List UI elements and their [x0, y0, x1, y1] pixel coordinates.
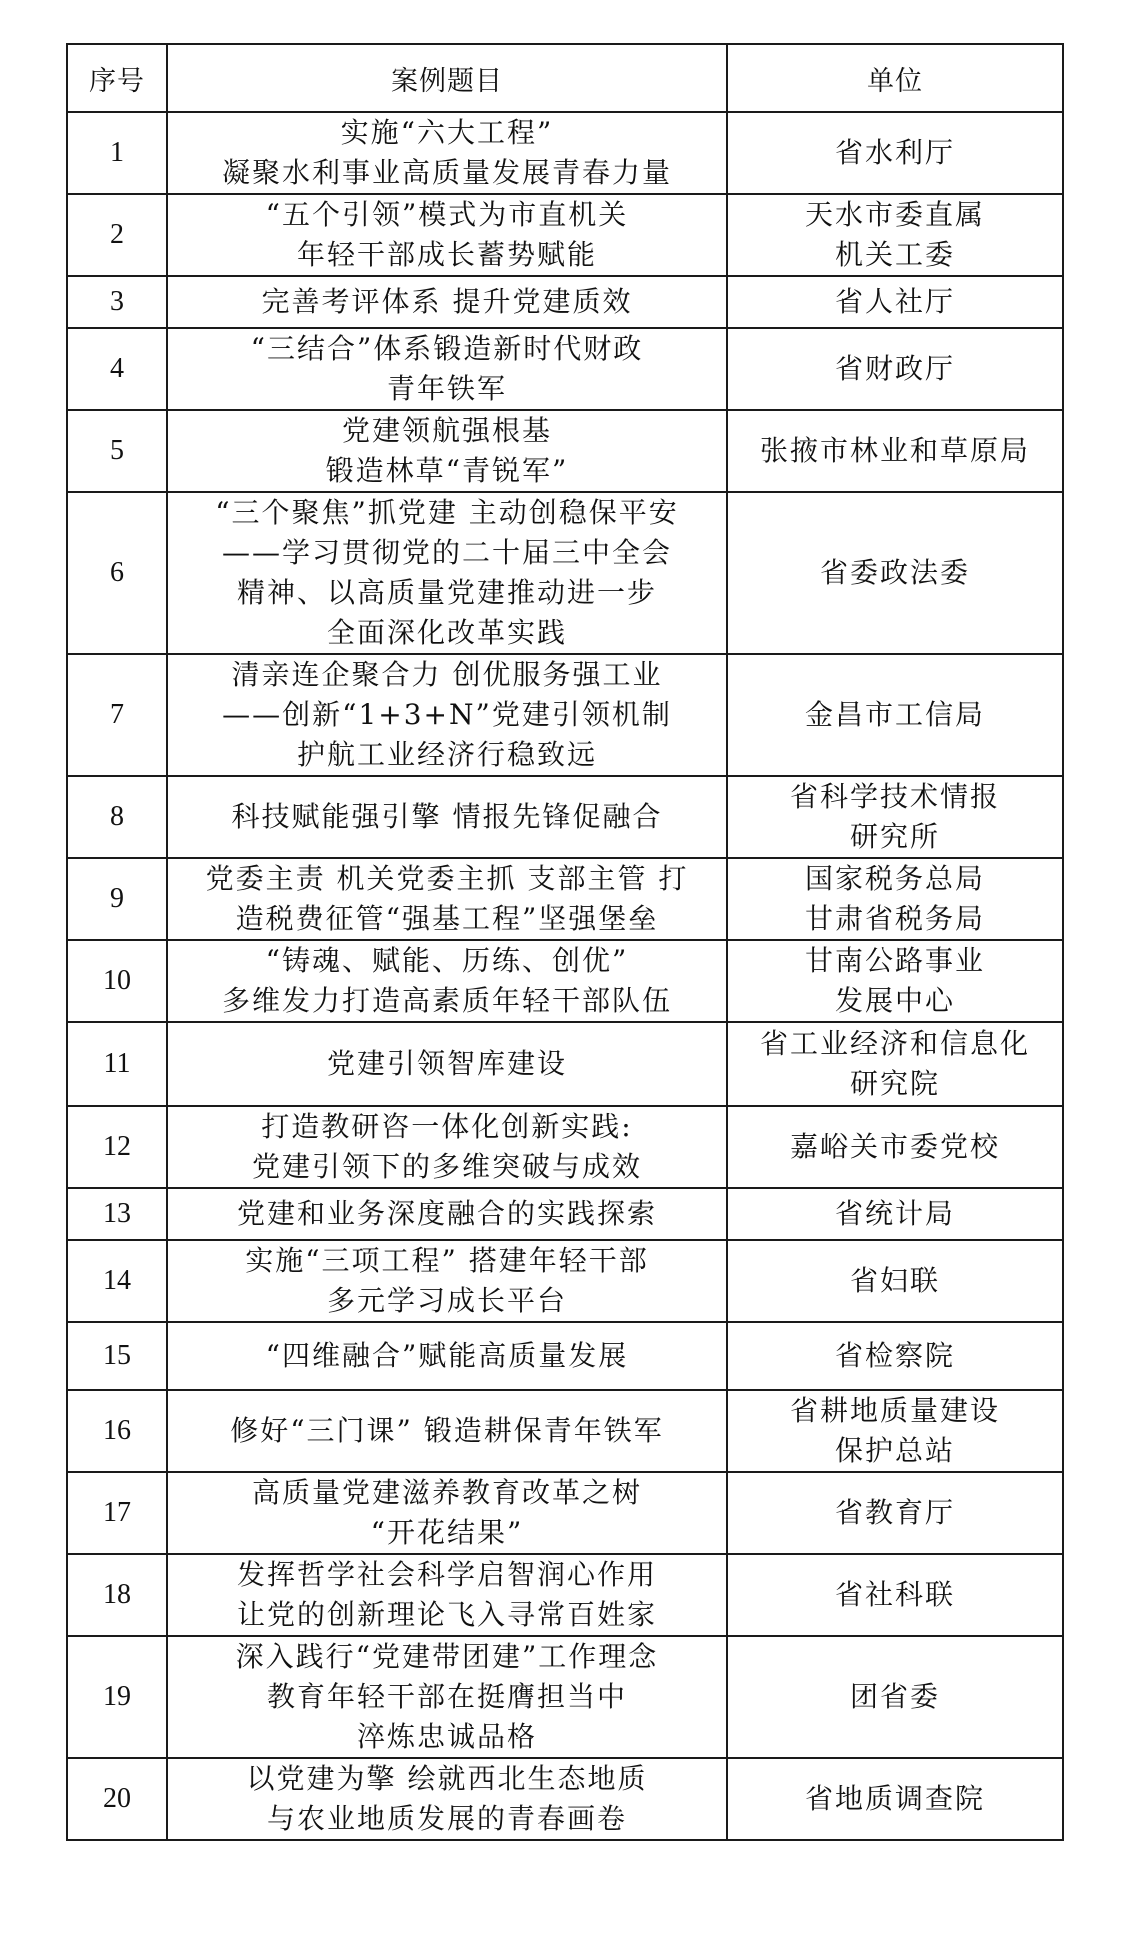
case-title-line: 打造教研咨一体化创新实践:: [261, 1110, 633, 1143]
unit-line: 省地质调查院: [804, 1782, 985, 1815]
unit-cell: [727, 1188, 1063, 1240]
table-row: [67, 1554, 1063, 1636]
unit-cell: [727, 1554, 1063, 1636]
unit-cell: [727, 328, 1063, 410]
case-title-line: ——学习贯彻党的二十届三中全会: [221, 536, 672, 569]
unit-cell: [727, 492, 1063, 654]
case-title-cell: [167, 940, 727, 1022]
unit-cell: [727, 858, 1063, 940]
unit-line: 机关工委: [834, 238, 955, 271]
row-number: 17: [67, 1472, 167, 1554]
row-number: 15: [67, 1322, 167, 1390]
unit-line: 省委政法委: [819, 556, 970, 589]
row-number: 19: [67, 1636, 167, 1758]
case-title-line: 深入践行“党建带团建”工作理念: [235, 1640, 659, 1673]
unit-line: 省工业经济和信息化: [759, 1027, 1030, 1060]
table-row: [67, 492, 1063, 654]
row-number: 13: [67, 1188, 167, 1240]
case-title-line: 党建和业务深度融合的实践探索: [236, 1197, 657, 1230]
unit-line: 省人社厅: [834, 285, 955, 318]
case-title-line: 造税费征管“强基工程”坚强堡垒: [235, 902, 659, 935]
unit-cell: [727, 276, 1063, 328]
row-number: 5: [67, 410, 167, 492]
row-number: 9: [67, 858, 167, 940]
row-number: 2: [67, 194, 167, 276]
table-row: [67, 776, 1063, 858]
unit-cell: [727, 1472, 1063, 1554]
unit-cell: [727, 112, 1063, 194]
unit-cell: [727, 1322, 1063, 1390]
unit-cell: [727, 654, 1063, 776]
header-title: 案例题目: [167, 44, 727, 112]
case-title-line: 全面深化改革实践: [326, 616, 567, 649]
unit-line: 研究所: [849, 820, 940, 853]
case-title-cell: [167, 1636, 727, 1758]
case-title-cell: [167, 1240, 727, 1322]
case-table: [66, 43, 1064, 1841]
unit-line: 发展中心: [834, 984, 955, 1017]
case-title-line: 凝聚水利事业高质量发展青春力量: [221, 156, 672, 189]
unit-cell: [727, 1636, 1063, 1758]
unit-line: 研究院: [849, 1067, 940, 1100]
case-title-line: 与农业地质发展的青春画卷: [266, 1802, 627, 1835]
row-number: 20: [67, 1758, 167, 1840]
case-title-line: “四维融合”赋能高质量发展: [265, 1339, 629, 1372]
case-title-line: 发挥哲学社会科学启智润心作用: [236, 1558, 657, 1591]
case-title-line: 年轻干部成长蓄势赋能: [296, 238, 597, 271]
case-title-line: “开花结果”: [370, 1516, 524, 1549]
table-row: [67, 940, 1063, 1022]
table-row: [67, 1188, 1063, 1240]
case-title-line: “三个聚焦”抓党建 主动创稳保平安: [215, 496, 679, 529]
unit-cell: [727, 194, 1063, 276]
case-title-line: 党建引领下的多维突破与成效: [251, 1150, 642, 1183]
header-row: [67, 44, 1063, 112]
case-title-cell: [167, 1390, 727, 1472]
case-title-cell: [167, 328, 727, 410]
case-title-line: 党建领航强根基: [341, 414, 552, 447]
unit-line: 团省委: [849, 1680, 940, 1713]
table-row: [67, 1636, 1063, 1758]
unit-cell: [727, 1758, 1063, 1840]
table-row: [67, 194, 1063, 276]
case-title-line: 淬炼忠诚品格: [356, 1720, 537, 1753]
unit-line: 甘肃省税务局: [804, 902, 985, 935]
case-title-cell: [167, 410, 727, 492]
table-row: [67, 1390, 1063, 1472]
row-number: 18: [67, 1554, 167, 1636]
case-title-line: “铸魂、赋能、历练、创优”: [265, 944, 629, 977]
case-title-line: “三结合”体系锻造新时代财政: [250, 332, 644, 365]
unit-line: 天水市委直属: [804, 198, 985, 231]
unit-line: 省水利厅: [834, 136, 955, 169]
table-row: [67, 328, 1063, 410]
unit-line: 省财政厅: [834, 352, 955, 385]
table-row: [67, 1106, 1063, 1188]
case-title-line: 科技赋能强引擎 情报先锋促融合: [231, 800, 663, 833]
case-title-cell: [167, 858, 727, 940]
row-number: 11: [67, 1022, 167, 1106]
case-title-line: 党建引领智库建设: [326, 1047, 567, 1080]
unit-line: 省科学技术情报: [789, 780, 1000, 813]
unit-cell: [727, 776, 1063, 858]
row-number: 12: [67, 1106, 167, 1188]
case-title-line: 教育年轻干部在挺膺担当中: [266, 1680, 627, 1713]
case-title-line: 多维发力打造高素质年轻干部队伍: [221, 984, 672, 1017]
row-number: 8: [67, 776, 167, 858]
unit-cell: [727, 1390, 1063, 1472]
row-number: 16: [67, 1390, 167, 1472]
unit-line: 省妇联: [849, 1264, 940, 1297]
unit-cell: [727, 1240, 1063, 1322]
unit-line: 保护总站: [834, 1434, 955, 1467]
table-row: [67, 654, 1063, 776]
case-title-line: ——创新“1+3+N”党建引领机制: [222, 698, 672, 731]
header-no: 序号: [67, 44, 167, 112]
unit-line: 省耕地质量建设: [789, 1394, 1000, 1427]
case-title-cell: [167, 1554, 727, 1636]
unit-cell: [727, 1022, 1063, 1106]
case-title-cell: [167, 1758, 727, 1840]
case-title-cell: [167, 492, 727, 654]
row-number: 7: [67, 654, 167, 776]
row-number: 10: [67, 940, 167, 1022]
row-number: 14: [67, 1240, 167, 1322]
row-number: 3: [67, 276, 167, 328]
table-row: [67, 112, 1063, 194]
case-title-cell: [167, 1106, 727, 1188]
table-row: [67, 858, 1063, 940]
case-title-line: 党委主责 机关党委主抓 支部主管 打: [205, 862, 689, 895]
case-title-line: 清亲连企聚合力 创优服务强工业: [231, 658, 663, 691]
case-title-line: 完善考评体系 提升党建质效: [261, 285, 633, 318]
table-row: [67, 1322, 1063, 1390]
table-row: [67, 1240, 1063, 1322]
case-title-cell: [167, 776, 727, 858]
unit-line: 省社科联: [834, 1578, 955, 1611]
unit-line: 省统计局: [834, 1197, 955, 1230]
case-title-cell: [167, 112, 727, 194]
unit-line: 甘南公路事业: [804, 944, 985, 977]
unit-cell: [727, 410, 1063, 492]
case-title-cell: [167, 1188, 727, 1240]
case-title-cell: [167, 194, 727, 276]
table-row: [67, 276, 1063, 328]
row-number: 1: [67, 112, 167, 194]
row-number: 6: [67, 492, 167, 654]
unit-cell: [727, 1106, 1063, 1188]
table-row: [67, 410, 1063, 492]
header-unit: 单位: [727, 44, 1063, 112]
unit-line: 嘉峪关市委党校: [789, 1130, 1000, 1163]
unit-cell: [727, 940, 1063, 1022]
case-title-cell: [167, 1022, 727, 1106]
unit-line: 省检察院: [834, 1339, 955, 1372]
unit-line: 省教育厅: [834, 1496, 955, 1529]
case-title-cell: [167, 654, 727, 776]
case-title-line: “五个引领”模式为市直机关: [265, 198, 629, 231]
case-title-line: 以党建为擎 绘就西北生态地质: [246, 1762, 648, 1795]
unit-line: 国家税务总局: [804, 862, 985, 895]
unit-line: 张掖市林业和草原局: [759, 434, 1030, 467]
table-row: [67, 1472, 1063, 1554]
case-title-line: 护航工业经济行稳致远: [296, 738, 597, 771]
case-title-line: 多元学习成长平台: [326, 1284, 567, 1317]
case-title-line: 实施“三项工程” 搭建年轻干部: [245, 1244, 649, 1277]
case-title-cell: [167, 1322, 727, 1390]
row-number: 4: [67, 328, 167, 410]
case-title-line: 高质量党建滋养教育改革之树: [251, 1476, 642, 1509]
case-title-cell: [167, 1472, 727, 1554]
case-title-line: 让党的创新理论飞入寻常百姓家: [236, 1598, 657, 1631]
case-title-line: 青年铁军: [386, 372, 507, 405]
case-title-line: 精神、以高质量党建推动进一步: [236, 576, 657, 609]
case-title-line: 锻造林草“青锐军”: [325, 454, 569, 487]
case-title-line: 修好“三门课” 锻造耕保青年铁军: [230, 1414, 664, 1447]
table-row: [67, 1758, 1063, 1840]
case-title-cell: [167, 276, 727, 328]
case-title-line: 实施“六大工程”: [340, 116, 554, 149]
unit-line: 金昌市工信局: [804, 698, 985, 731]
table-row: [67, 1022, 1063, 1106]
